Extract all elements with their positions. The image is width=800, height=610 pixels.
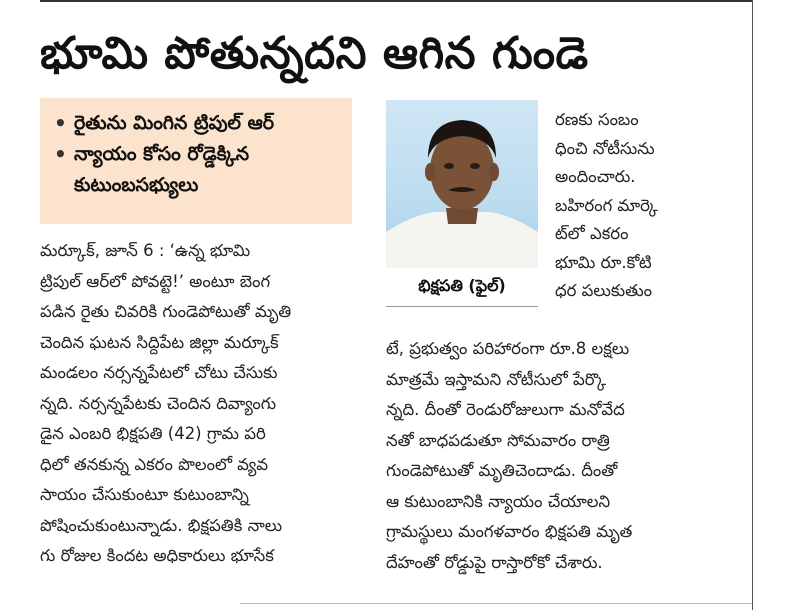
portrait-photo <box>386 100 538 268</box>
highlights-box <box>40 98 352 224</box>
text-line: పడిన రైతు చివరికి గుండెపోటుతో మృతి <box>40 302 292 321</box>
text-line: మండలం నర్సన్నపేటలో చోటు చేసుకు <box>40 363 278 382</box>
text-line: గుండెపోటుతో మృతిచెందాడు. దీంతో <box>386 461 618 480</box>
highlight-text: న్యాయం కోసం రోడ్డెక్కిన కుటుంబసభ్యులు <box>74 143 250 196</box>
text-line: ధించి నోటీసును <box>555 138 655 158</box>
text-line: నతో బాధపడుతూ సోమవారం రాత్రి <box>386 430 610 450</box>
text-line: మాత్రమే ఇస్తామని నోటీసులో పేర్కొ <box>386 369 606 389</box>
text-line: పోషించుకుంటున్నాడు. భిక్షపతికి నాలు <box>40 515 283 535</box>
text-line: న్నది. దీంతో రెండురోజులుగా మనోవేద <box>386 400 625 419</box>
text-line: బహిరంగ మార్కె <box>555 195 658 215</box>
text-line: ట్రిపుల్ ఆర్‌లో పోవట్టె!’ అంటూ బెంగ <box>40 271 271 291</box>
article-body-left <box>40 236 354 592</box>
text-line: డైన ఎంబరి భిక్షపతి (42) గ్రామ పరి <box>40 424 266 443</box>
bullet-icon: • <box>54 142 67 166</box>
bottom-rule <box>240 603 752 604</box>
text-line: ఆ కుటుంబానికి న్యాయం చేయాలని <box>386 491 611 511</box>
highlight-text: రైతును మింగిన ట్రిపుల్ ఆర్ <box>74 112 275 134</box>
article-body-right-top <box>555 106 705 332</box>
text-line: అందించారు. <box>555 167 636 186</box>
bullet-icon: • <box>54 111 67 135</box>
text-line: ట్‌లో ఎకరం <box>555 224 629 243</box>
text-line: రణకు సంబం <box>555 110 639 129</box>
article-body-right-bottom <box>386 334 704 592</box>
photo-caption: భిక్షపతి (ఫైల్) <box>418 276 506 295</box>
highlight-item <box>54 139 338 201</box>
text-line: గు రోజుల కిందట అధికారులు భూసేక <box>40 546 274 565</box>
text-line: ధర పలుకుతుం <box>555 281 653 300</box>
column-divider <box>752 0 753 610</box>
highlight-item <box>54 108 338 139</box>
text-line: భూమి రూ.కోటి <box>555 252 652 272</box>
caption-divider <box>386 306 538 307</box>
text-line: మర్కూక్, జూన్ 6 : ‘ఉన్న భూమి <box>40 241 251 260</box>
text-line: న్నది. నర్సన్నపేటకు చెందిన దివ్యాంగు <box>40 393 277 413</box>
text-line: టే, ప్రభుత్వం పరిహారంగా రూ.8 లక్షలు <box>386 339 630 358</box>
top-rule <box>40 0 752 8</box>
text-line: దేహంతో రోడ్డుపై రాస్తారోకో చేశారు. <box>386 552 603 572</box>
text-line: గ్రామస్థులు మంగళవారం భిక్షపతి మృత <box>386 522 633 541</box>
text-line: సాయం చేసుకుంటూ కుటుంబాన్ని <box>40 485 249 504</box>
text-line: ధిలో తనకున్న ఎకరం పొలంలో వ్యవ <box>40 454 269 474</box>
text-line: చెందిన ఘటన సిద్దిపేట జిల్లా మర్కూక్ <box>40 332 279 352</box>
headline: భూమి పోతున్నదని ఆగిన గుండె <box>40 28 589 79</box>
